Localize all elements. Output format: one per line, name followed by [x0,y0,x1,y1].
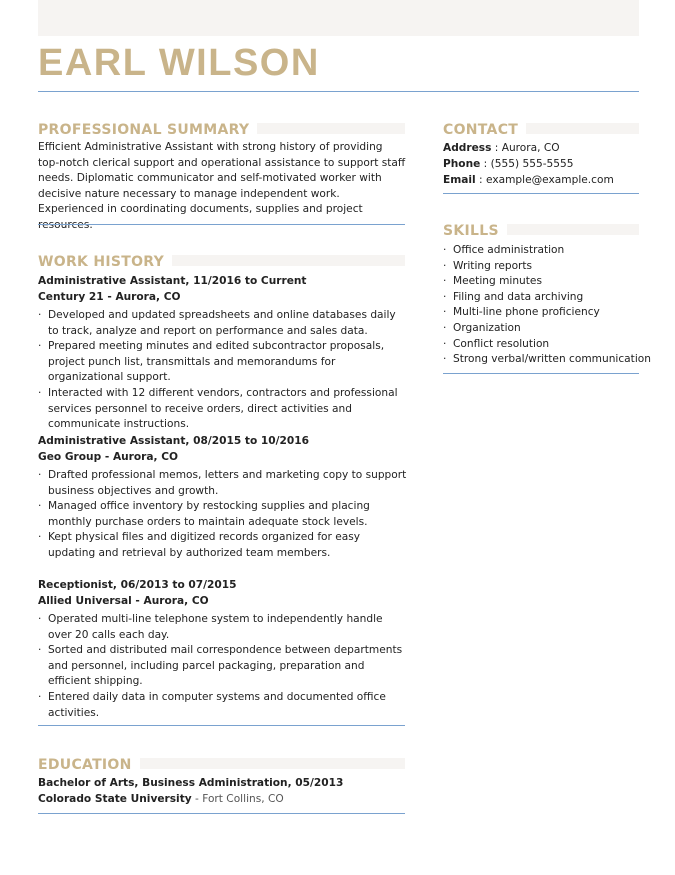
list-item [38,308,408,339]
job-title: Administrative Assistant, 08/2015 to 10/2016 [38,435,310,447]
bullet-text: Entered daily data in computer systems and documented office activities. [48,690,386,719]
skill-text: Strong verbal/written communication [453,353,651,366]
skill-text: Multi-line phone proficiency [453,306,600,319]
list-item [38,643,408,690]
work-divider [38,725,405,726]
phone-label: Phone [443,158,481,170]
phone-value: : (555) 555-5555 [480,158,574,170]
skill-text: Office administration [453,244,565,256]
header-band [38,0,639,36]
work-title: WORK HISTORY [38,252,172,272]
bullet-icon: · [38,613,42,625]
skill-item [443,352,651,368]
bullet-text: Sorted and distributed mail correspondence between departments and personnel, including parcel packaging, preparation and efficient shipping. [48,644,403,688]
contact-heading [443,119,639,139]
address-value: : Aurora, CO [491,142,560,154]
bullet-icon: · [443,275,447,288]
education-heading [38,754,405,774]
bullet-icon: · [443,337,447,350]
bullet-text: Drafted professional memos, letters and marketing copy to support business objectives and growth. [48,469,407,497]
job-company: Allied Universal - Aurora, CO [38,595,209,607]
bullet-text: Kept physical files and digitized records organized for easy updating and retrieval by authorized team members. [48,531,361,559]
skills-list [443,243,651,368]
email-value: : example@example.com [475,174,614,186]
job-bullets [38,468,408,562]
job-title: Administrative Assistant, 11/2016 to Current [38,275,307,287]
bullet-text: Operated multi-line telephone system to independently handle over 20 calls each day. [48,613,383,641]
skills-title: SKILLS [443,221,507,241]
education-school-line [38,792,284,808]
bullet-icon: · [38,469,42,481]
skill-item [443,259,643,275]
address-label: Address [443,142,492,154]
job-title: Receptionist, 06/2013 to 07/2015 [38,579,237,591]
bullet-icon: · [443,244,447,256]
bullet-icon: · [443,353,447,366]
bullet-icon: · [443,306,447,319]
bullet-text: Prepared meeting minutes and edited subcontractor proposals, project punch list, transmittals and memorandums for organizational support. [48,340,385,384]
education-school: Colorado State University [38,793,192,805]
contact-address [443,141,560,157]
bullet-text: Interacted with 12 different vendors, contractors and professional services personnel to receive orders, direct activities and communicate instructions. [48,386,398,431]
bullet-text: Developed and updated spreadsheets and online databases daily to track, analyze and report on performance and sales data. [48,309,396,337]
header-divider [38,91,639,92]
education-location: Fort Collins, CO [202,793,284,805]
summary-text: Efficient Administrative Assistant with strong history of providing top-notch clerical support and operational assistance to support staff needs. Diplomatic communicator and self-motivated worker with decisive nature necessary to manage independent work. Experienced in coordinating documents, supplies and project [38,141,406,216]
bullet-icon: · [443,321,447,334]
education-divider [38,813,405,814]
list-item [38,339,408,386]
bullet-icon: · [38,644,42,657]
skill-item [443,290,643,306]
bullet-icon: · [38,690,42,703]
skill-text: Writing reports [453,259,533,272]
education-separator: - [191,793,203,805]
skill-item [443,243,643,259]
list-item [38,468,408,499]
email-label: Email [443,174,476,186]
summary-title: PROFESSIONAL SUMMARY [38,120,257,140]
skill-item [443,321,643,337]
list-item [38,530,408,561]
bullet-icon: · [38,309,42,321]
contact-title: CONTACT [443,120,526,140]
skill-text: Meeting minutes [453,275,542,288]
skills-divider [443,373,639,374]
bullet-icon: · [443,290,447,303]
bullet-icon: · [38,340,42,353]
bullet-icon: · [38,531,42,544]
work-heading [38,251,405,271]
education-title: EDUCATION [38,755,140,775]
skill-text: Filing and data archiving [453,290,584,303]
bullet-text: Managed office inventory by restocking supplies and placing monthly purchase orders to maintain adequate stock levels. [48,500,370,528]
skill-item [443,274,643,290]
job-bullets [38,308,408,433]
skills-heading [443,220,639,240]
list-item [38,499,408,530]
job-bullets [38,612,408,721]
contact-phone [443,157,573,173]
contact-email [443,173,614,189]
skill-text: Conflict resolution [453,337,550,350]
job-company: Geo Group - Aurora, CO [38,451,179,463]
skill-item [443,305,643,321]
list-item [38,612,408,643]
candidate-name: EARL WILSON [38,42,320,84]
bullet-icon: · [38,500,42,513]
summary-heading [38,119,405,139]
summary-divider [38,224,405,225]
contact-divider [443,193,639,194]
education-degree: Bachelor of Arts, Business Administration, 05/2013 [38,777,344,789]
bullet-icon: · [38,386,42,399]
list-item [38,690,408,721]
job-company: Century 21 - Aurora, CO [38,291,181,303]
skill-text: Organization [453,321,521,334]
skill-item [443,337,643,353]
bullet-icon: · [443,259,447,272]
list-item [38,386,408,433]
